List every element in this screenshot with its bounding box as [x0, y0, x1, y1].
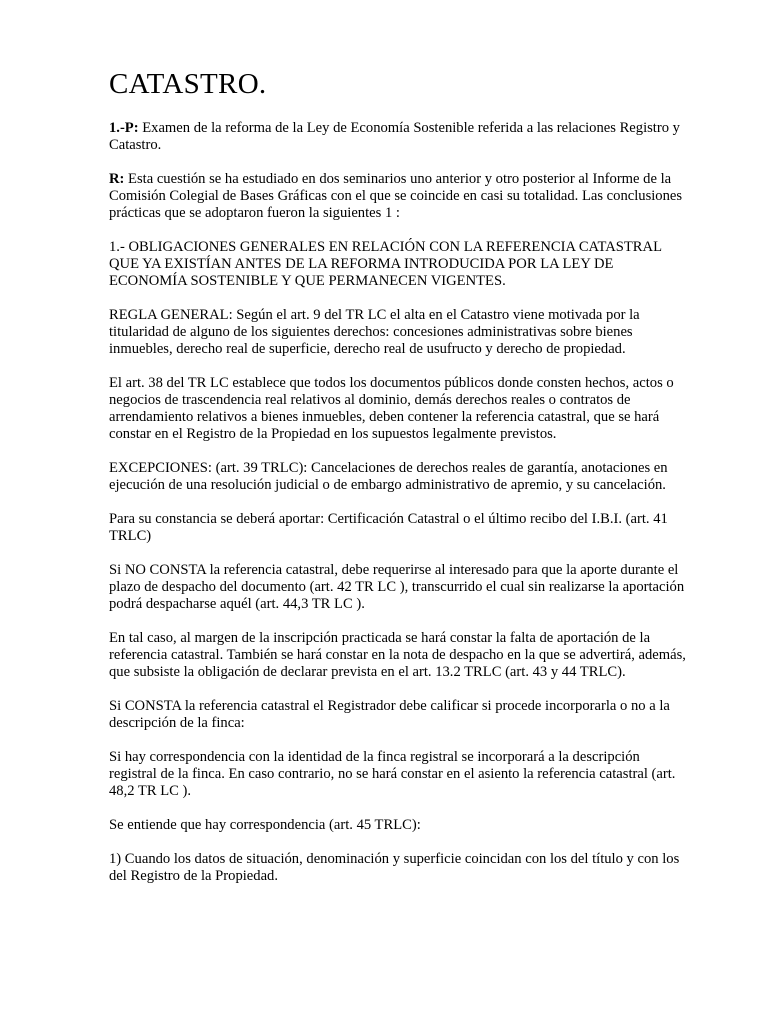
paragraph-no-consta: Si NO CONSTA la referencia catastral, debe requerirse al interesado para que la aporte durante el plazo de despacho del documento (art. 42 TR LC ), transcurrido el cual sin realizarse la aportación podrá despacharse aquél (art. 44,3 TR LC ). — [109, 562, 685, 612]
paragraph-tal-caso: En tal caso, al margen de la inscripción practicada se hará constar la falta de aportación de la referencia catastral. También se hará constar en la nota de despacho en la que se advertirá, además, que subsiste la obligación de declarar prevista en el art. 13.2 TRLC (art. 43 y 44 TRLC). — [109, 630, 686, 680]
paragraph-art-38: El art. 38 del TR LC establece que todos los documentos públicos donde consten hechos, actos o negocios de trascendencia real relativos al dominio, demás derechos reales o contratos de arrendamiento relativos a bienes inmuebles, deben contener la referencia catastral, que se hará constar en el Registro de la Propiedad en los supuestos legalmente previstos. — [109, 375, 674, 442]
paragraph-si-consta: Si CONSTA la referencia catastral el Registrador debe calificar si procede incorporarla o no a la descripción de la finca: — [109, 698, 670, 731]
answer-text: Esta cuestión se ha estudiado en dos seminarios uno anterior y otro posterior al Informe de la Comisión Colegial de Bases Gráficas con el que se coincide en casi su totalidad. Las conclusiones prácticas que se adoptaron fueron la siguientes 1 : — [109, 171, 683, 221]
answer-paragraph — [109, 171, 689, 222]
paragraph-se-entiende: Se entiende que hay correspondencia (art. 45 TRLC): — [109, 817, 421, 833]
answer-label: R: — [109, 171, 125, 187]
paragraph-correspondencia: Si hay correspondencia con la identidad de la finca registral se incorporará a la descripción registral de la finca. En caso contrario, no se hará constar en el asiento la referencia catastral (art. 48,2 TR LC ). — [109, 749, 676, 799]
paragraph-excepciones: EXCEPCIONES: (art. 39 TRLC): Cancelaciones de derechos reales de garantía, anotaciones en ejecución de una resolución judicial o de embargo administrativo de apremio, y su cancelación. — [109, 460, 668, 493]
paragraph-punto-1: 1) Cuando los datos de situación, denominación y superficie coincidan con los del título y con los del Registro de la Propiedad. — [109, 851, 680, 884]
document-body — [109, 120, 689, 902]
question-label: 1.-P: — [109, 120, 139, 136]
question-paragraph — [109, 120, 689, 154]
document-title: CATASTRO. — [109, 68, 267, 100]
paragraph-constancia: Para su constancia se deberá aportar: Certificación Catastral o el último recibo del I.B.I. (art. 41 TRLC) — [109, 511, 668, 544]
section-heading-obligaciones: 1.- OBLIGACIONES GENERALES EN RELACIÓN CON LA REFERENCIA CATASTRAL QUE YA EXISTÍAN ANTES DE LA REFORMA INTRODUCIDA POR LA LEY DE ECONOMÍA SOSTENIBLE Y QUE PERMANECEN VIGENTES. — [109, 239, 662, 289]
paragraph-regla-general: REGLA GENERAL: Según el art. 9 del TR LC el alta en el Catastro viene motivada por la titularidad de alguno de los siguientes derechos: concesiones administrativas sobre bienes inmuebles, derecho real de superficie, derecho real de usufructo y derecho de propiedad. — [109, 307, 640, 357]
question-text: Examen de la reforma de la Ley de Economía Sostenible referida a las relaciones Registro y Catastro. — [109, 120, 680, 153]
